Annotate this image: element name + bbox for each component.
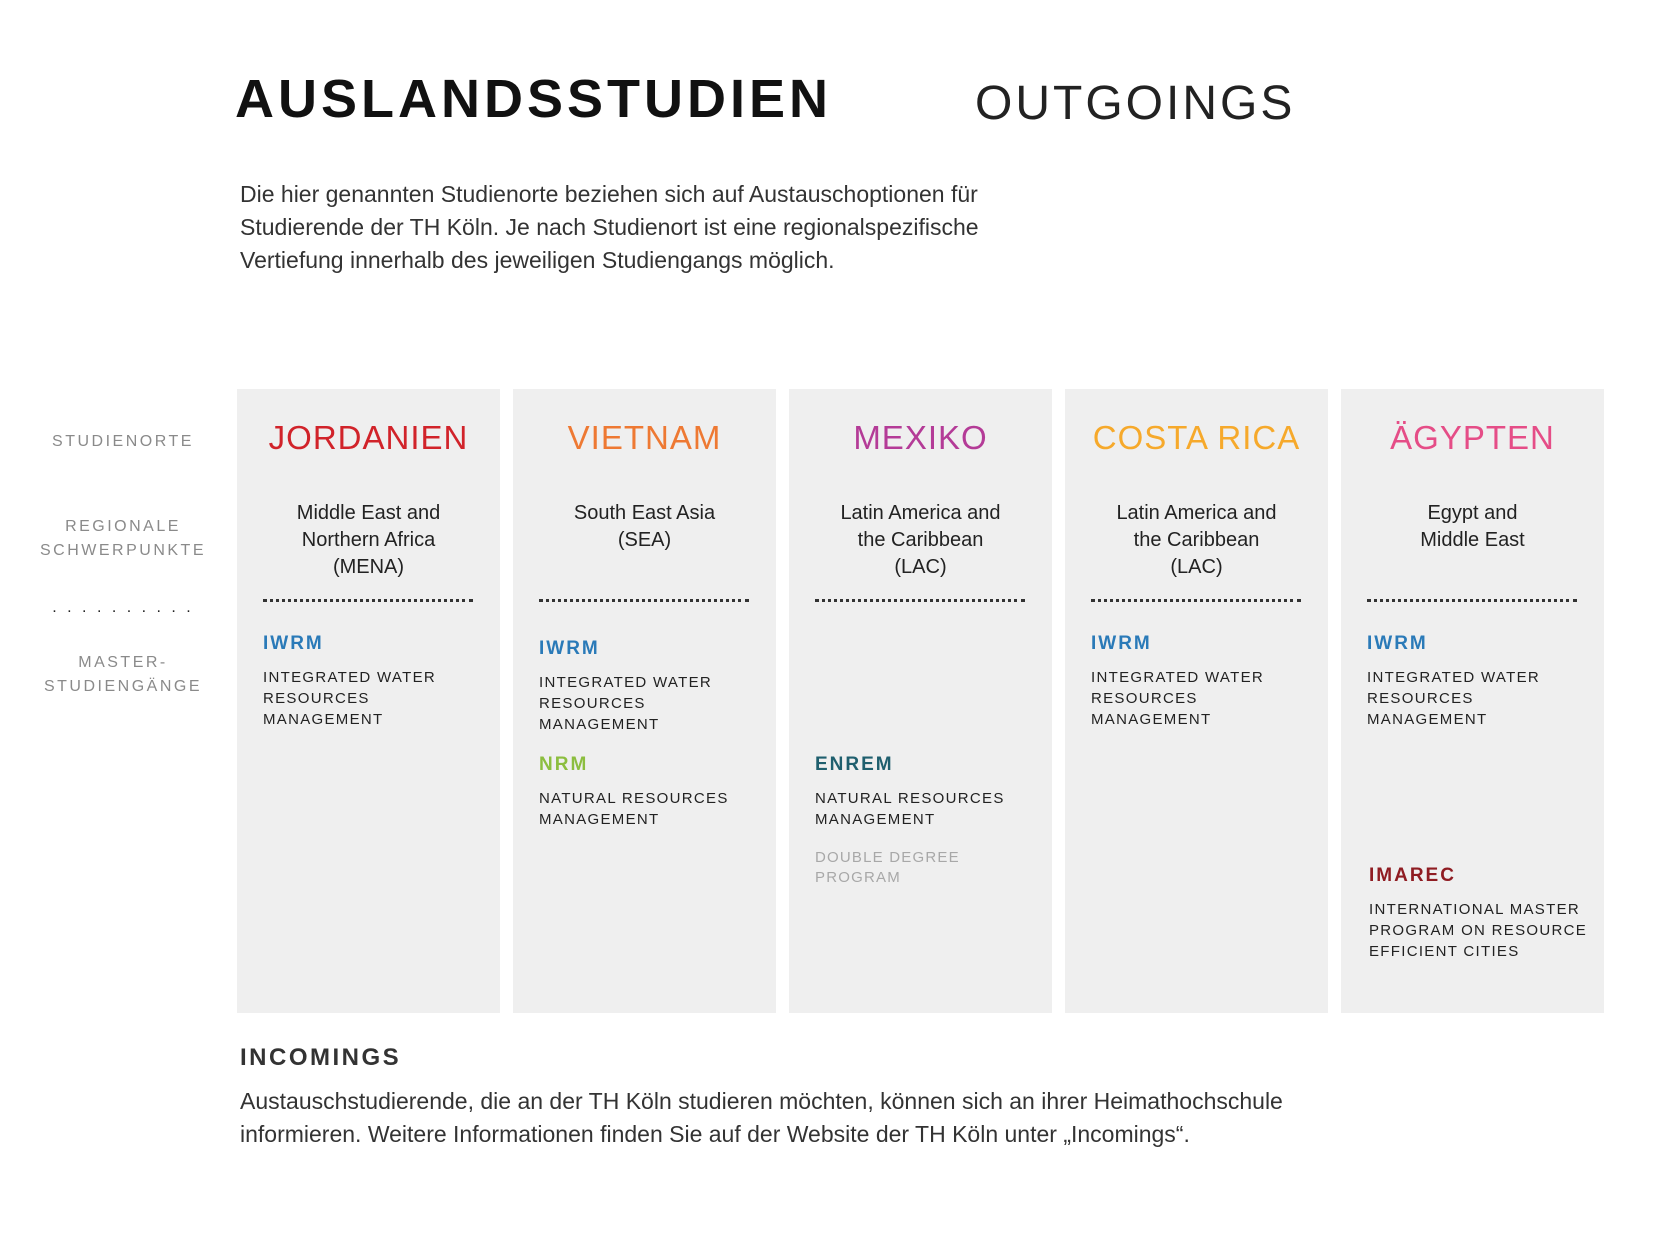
card-jordanien [237,389,500,1013]
program-note: DOUBLE DEGREE PROGRAM [815,849,960,886]
country-title: ÄGYPTEN [1390,419,1555,456]
dotted-divider [815,599,1025,602]
program-iwrm [1367,633,1597,730]
row-label-master-line1: MASTER- [78,654,168,671]
program-imarec [1369,865,1599,962]
row-label-divider: . . . . . . . . . . [52,599,194,616]
intro-paragraph: Die hier genannten Studienorte beziehen sich auf Austauschoptionen für Studierende der TH Köln. Je nach Studienort ist eine regionalspezifische Vertiefung innerhalb des jeweiligen Studiengangs möglich. [240,181,979,273]
row-label-master-line2: STUDIENGÄNGE [43,678,202,695]
program-iwrm [539,638,769,735]
row-label-studienorte [28,430,218,454]
program-name: INTERNATIONAL MASTER PROGRAM ON RESOURCE EFFICIENT CITIES [1369,901,1588,960]
dotted-divider [263,599,473,602]
country-title: VIETNAM [567,419,722,456]
program-code: IWRM [539,638,600,659]
region-focus: Egypt and Middle East [1420,502,1525,551]
dotted-divider [539,599,749,602]
page-subtitle: OUTGOINGS [975,77,1296,130]
incomings-paragraph: Austauschstudierende, die an der TH Köln studieren möchten, können sich an ihrer Heimathochschule informieren. Weitere Informationen finden Sie auf der Website der TH Köln unter „Incomings“. [240,1088,1283,1147]
program-name: INTEGRATED WATER RESOURCES MANAGEMENT [539,674,713,733]
card-vietnam [513,389,776,1013]
dotted-divider [1367,599,1577,602]
region-focus: Latin America and the Caribbean (LAC) [1116,502,1277,578]
program-name: INTEGRATED WATER RESOURCES MANAGEMENT [263,669,437,728]
country-title: JORDANIEN [268,419,469,456]
region-focus: Latin America and the Caribbean (LAC) [840,502,1001,578]
program-iwrm [263,633,493,730]
card-costa-rica [1065,389,1328,1013]
country-title: COSTA RICA [1092,419,1301,456]
row-label-regionale-line1: REGIONALE [65,518,181,535]
program-code: IWRM [1367,633,1428,654]
program-code: NRM [539,754,589,775]
program-code: IWRM [1091,633,1152,654]
program-name: INTEGRATED WATER RESOURCES MANAGEMENT [1367,669,1541,728]
region-focus: Middle East and Northern Africa (MENA) [296,502,441,578]
row-label-masterstudiengaenge [28,651,218,699]
program-code: ENREM [815,754,894,775]
program-name: NATURAL RESOURCES MANAGEMENT [539,790,729,828]
program-nrm [539,754,769,830]
program-name: INTEGRATED WATER RESOURCES MANAGEMENT [1091,669,1265,728]
program-enrem [815,754,1045,888]
region-focus: South East Asia (SEA) [573,502,716,551]
program-name: NATURAL RESOURCES MANAGEMENT [815,790,1005,828]
dotted-divider [1091,599,1301,602]
incomings-heading: INCOMINGS [240,1044,402,1071]
card-aegypten [1341,389,1604,1013]
row-label-regionale-line2: SCHWERPUNKTE [39,542,206,559]
program-iwrm [1091,633,1321,730]
program-code: IMAREC [1369,865,1456,886]
page-title: AUSLANDSSTUDIEN [235,69,833,129]
country-title: MEXIKO [853,419,988,456]
row-label-regionale-schwerpunkte [28,515,218,563]
program-code: IWRM [263,633,324,654]
card-mexiko [789,389,1052,1013]
row-label-studienorte-text: STUDIENORTE [52,433,194,450]
